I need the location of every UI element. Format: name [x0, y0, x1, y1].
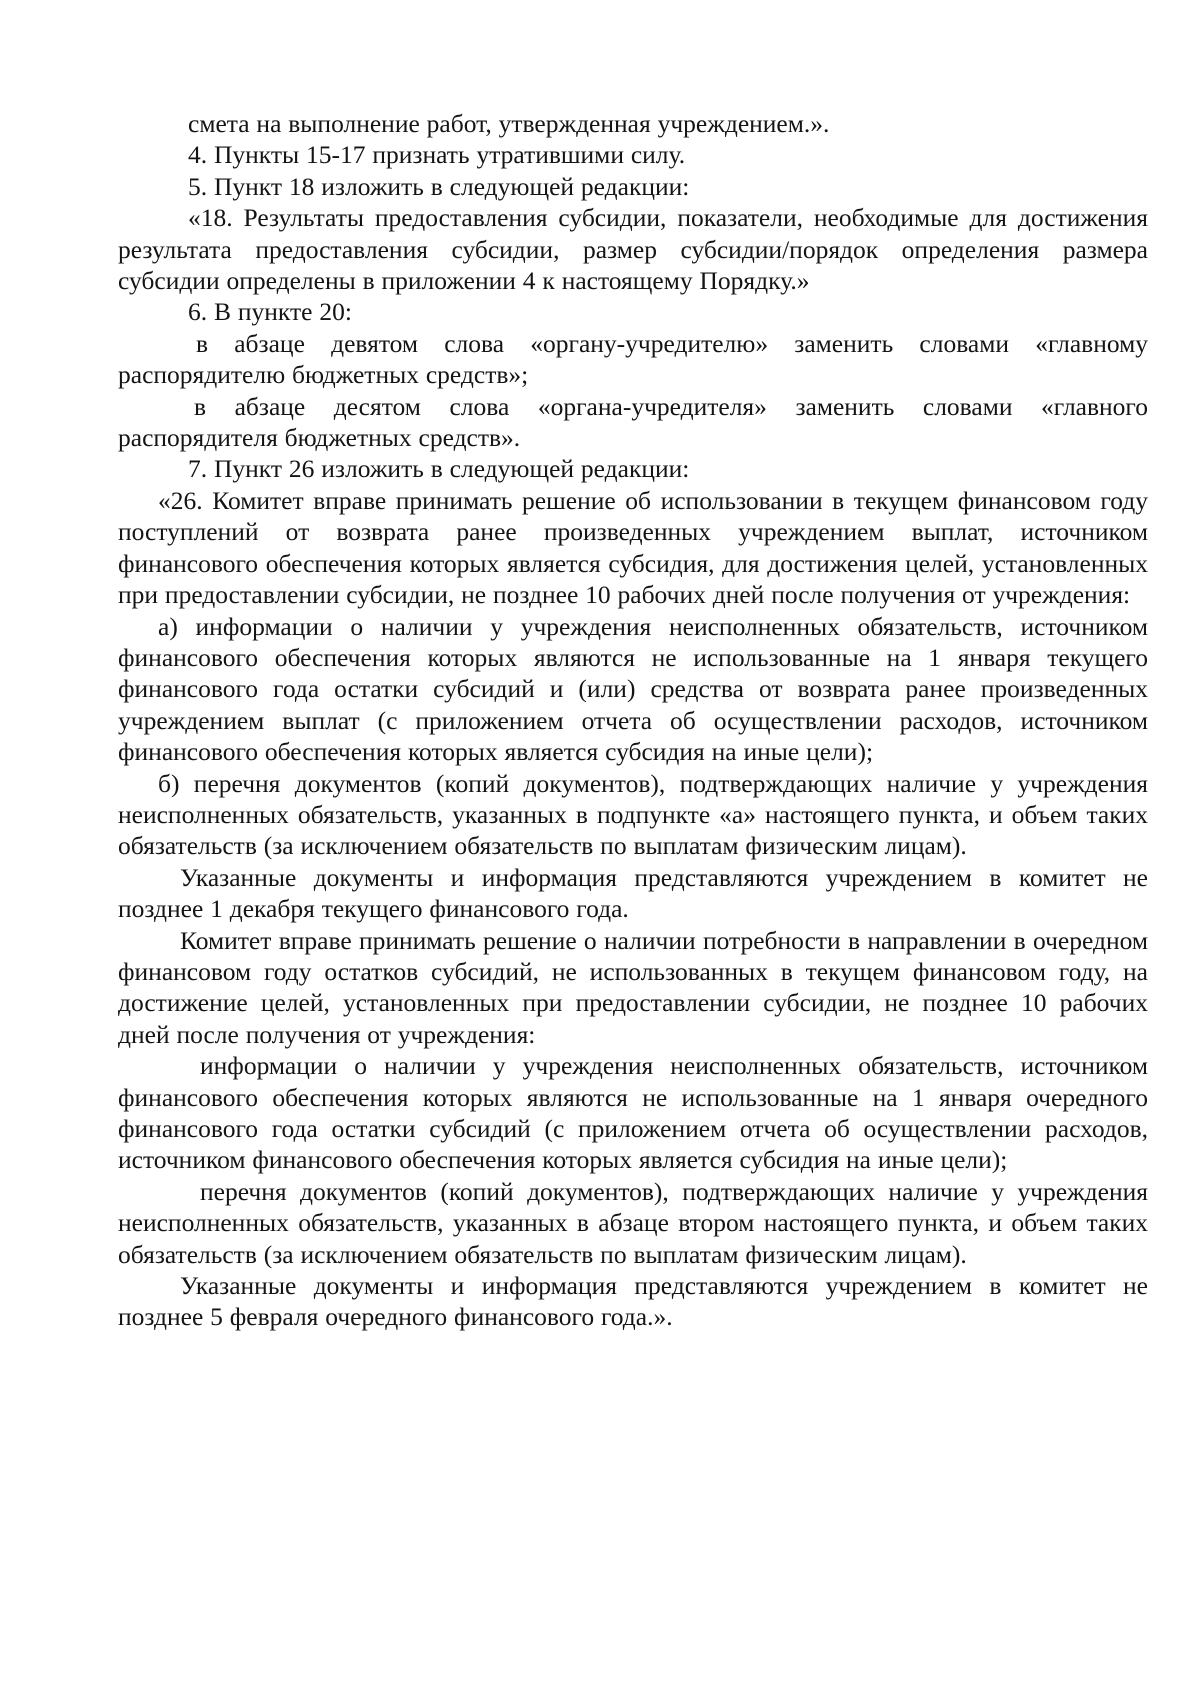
- paragraph-committee-decision: Комитет вправе принимать решение о наличии потребности в направлении в очередном финансовом году остатков субсидий, не использованных в текущем финансовом году, на достижение целей, установленных при предоставлении субсидии, не позднее 10 рабочих дней после получения от учреждения:: [118, 925, 1148, 1049]
- paragraph-document-list: перечня документов (копий документов), подтверждающих наличие у учреждения неисполненных обязательств, указанных в абзаце втором настоящего пункта, и объем таких обязательств (за исключением обязательств по выплатам физическим лицам).: [118, 1176, 1148, 1269]
- paragraph-item-7: 7. Пункт 26 изложить в следующей редакции:: [188, 454, 690, 484]
- paragraph-clause-26: «26. Комитет вправе принимать решение об использовании в текущем финансовом году поступлений от возврата ранее произведенных учреждением выплат, источником финансового обеспечения которых является субсидия, для достижения целей, установленных при предоставлении субсидии, не позднее 10 рабочих дней после получения от учреждения:: [118, 485, 1148, 610]
- paragraph-item-6: 6. В пункте 20:: [188, 297, 352, 327]
- paragraph-estimate-end: смета на выполнение работ, утвержденная учреждением.».: [188, 109, 830, 138]
- paragraph-tenth-abzac: в абзаце десятом слова «органа-учредителя» заменить словами «главного распорядителя бюджетных средств».: [118, 391, 1148, 453]
- paragraph-deadline-february: Указанные документы и информация представляются учреждением в комитет не позднее 5 февраля очередного финансового года.».: [118, 1271, 1148, 1332]
- paragraph-item-5: 5. Пункт 18 изложить в следующей редакции:: [188, 171, 690, 201]
- document-body: [118, 108, 1148, 1333]
- paragraph-ninth-abzac: в абзаце девятом слова «органу-учредителю» заменить словами «главному распорядителю бюджетных средств»;: [118, 328, 1148, 390]
- paragraph-subitem-b: б) перечня документов (копий документов), подтверждающих наличие у учреждения неисполненных обязательств, указанных в подпункте «а» настоящего пункта, и объем таких обязательств (за исключением обязательств по выплатам физическим лицам).: [118, 768, 1148, 861]
- paragraph-information: информации о наличии у учреждения неисполненных обязательств, источником финансового обеспечения которых являются не использованные на 1 января очередного финансового года остатки субсидий (с приложением отчета об осуществлении расходов, источником финансового обеспечения которых является субсидия на иные цели);: [118, 1051, 1148, 1175]
- paragraph-item-4: 4. Пункты 15-17 признать утратившими силу.: [188, 140, 686, 170]
- paragraph-clause-18: «18. Результаты предоставления субсидии, показатели, необходимые для достижения результата предоставления субсидии, размер субсидии/порядок определения размера субсидии определены в приложении 4 к настоящему Порядку.»: [118, 203, 1148, 296]
- paragraph-subitem-a: а) информации о наличии у учреждения неисполненных обязательств, источником финансового обеспечения которых являются не использованные на 1 января текущего финансового года остатки субсидий и (или) средства от возврата ранее произведенных учреждением выплат (с приложением отчета об осуществлении расходов, источником финансового обеспечения которых является субсидия на иные цели);: [118, 611, 1148, 767]
- paragraph-deadline-december: Указанные документы и информация представляются учреждением в комитет не позднее 1 декабря текущего финансового года.: [118, 862, 1148, 924]
